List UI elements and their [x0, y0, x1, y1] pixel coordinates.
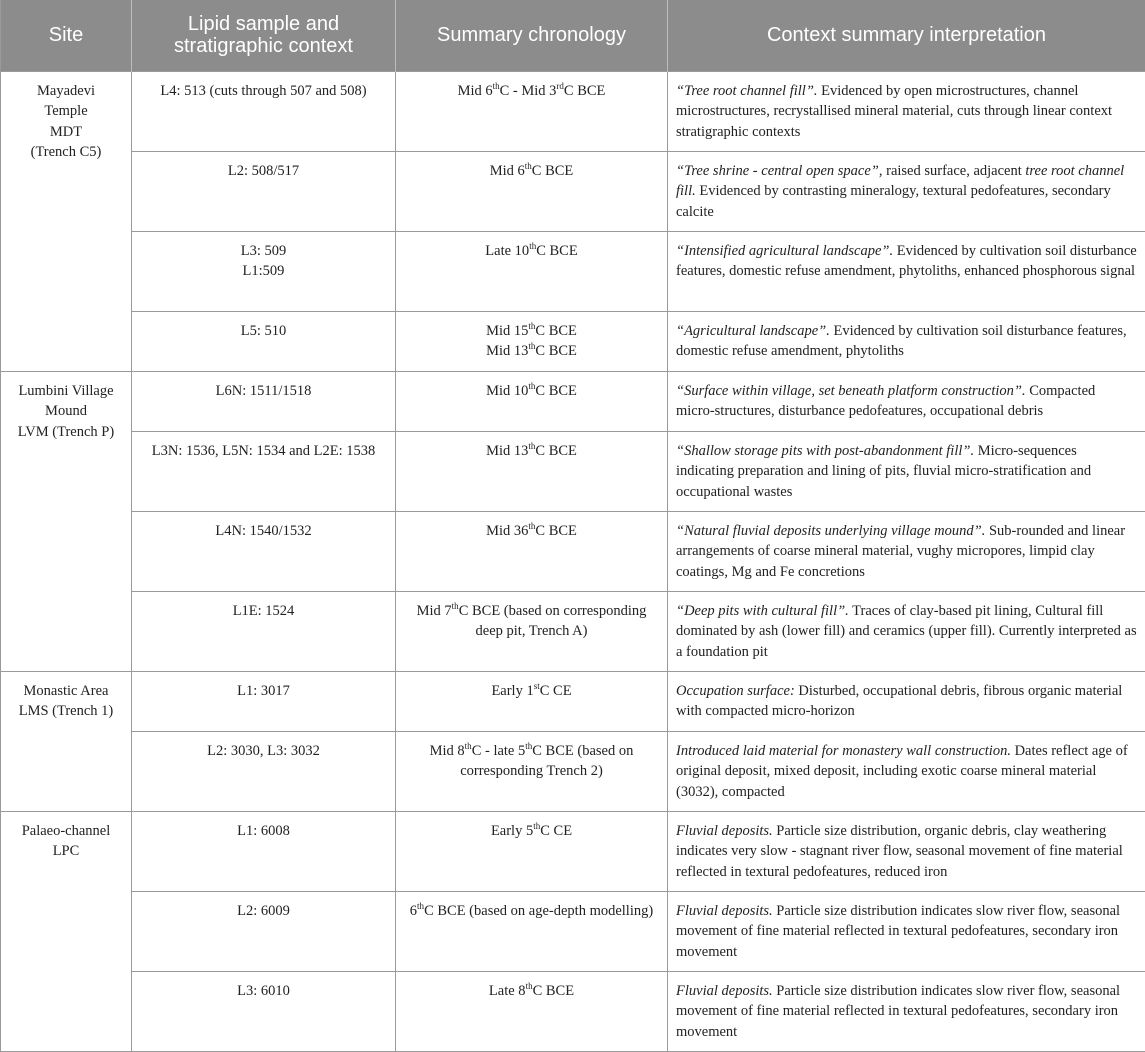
chronology-cell: Mid 13thC BCE — [396, 431, 668, 511]
chronology-cell: Mid 6thC BCE — [396, 151, 668, 231]
context-cell: “Agricultural landscape”. Evidenced by cultivation soil disturbance features, domestic refuse amendment, phytoliths — [668, 311, 1145, 371]
header-row — [1, 0, 1145, 71]
site-cell-lpc: Palaeo-channel LPC — [1, 811, 132, 1051]
table-row — [1, 371, 1145, 431]
context-cell: “Tree root channel fill”. Evidenced by open microstructures, channel microstructures, recrystallised mineral material, cuts through linear context stratigraphic contexts — [668, 71, 1145, 151]
context-cell: “Shallow storage pits with post-abandonment fill”. Micro-sequences indicating preparation and lining of pits, fluvial micro-stratification and occupational wastes — [668, 431, 1145, 511]
chronology-cell: Mid 6thC - Mid 3rdC BCE — [396, 71, 668, 151]
table-row — [1, 151, 1145, 231]
lipid-cell: L6N: 1511/1518 — [132, 371, 396, 431]
header-context: Context summary interpretation — [668, 0, 1145, 71]
lipid-cell: L2: 508/517 — [132, 151, 396, 231]
lipid-cell: L3: 509 L1:509 — [132, 231, 396, 311]
chronology-cell: 6thC BCE (based on age-depth modelling) — [396, 891, 668, 971]
site-cell-lvm: Lumbini Village Mound LVM (Trench P) — [1, 371, 132, 671]
table-row — [1, 591, 1145, 671]
lipid-cell: L4: 513 (cuts through 507 and 508) — [132, 71, 396, 151]
site-cell-lms: Monastic Area LMS (Trench 1) — [1, 671, 132, 811]
table-row — [1, 511, 1145, 591]
context-cell: Fluvial deposits. Particle size distribution indicates slow river flow, seasonal movement of fine material reflected in textural pedofeatures, secondary iron movement — [668, 891, 1145, 971]
lipid-cell: L1: 3017 — [132, 671, 396, 731]
lipid-cell: L3: 6010 — [132, 971, 396, 1051]
table-row — [1, 311, 1145, 371]
chronology-cell: Late 8thC BCE — [396, 971, 668, 1051]
chronology-cell: Early 5thC CE — [396, 811, 668, 891]
chronology-cell: Mid 7thC BCE (based on corresponding deep pit, Trench A) — [396, 591, 668, 671]
lipid-cell: L2: 3030, L3: 3032 — [132, 731, 396, 811]
context-cell: Fluvial deposits. Particle size distribution, organic debris, clay weathering indicates very slow - stagnant river flow, seasonal movement of fine material reflected in textural pedofeatures, reduced iron — [668, 811, 1145, 891]
context-cell: Occupation surface: Disturbed, occupational debris, fibrous organic material with compacted micro-horizon — [668, 671, 1145, 731]
header-lipid: Lipid sample and stratigraphic context — [132, 0, 396, 71]
table-row — [1, 71, 1145, 151]
chronology-cell: Early 1stC CE — [396, 671, 668, 731]
table-row — [1, 231, 1145, 311]
context-cell: “Natural fluvial deposits underlying village mound”. Sub-rounded and linear arrangements of coarse mineral material, vughy micropores, limpid clay coatings, Mg and Fe concretions — [668, 511, 1145, 591]
chronology-cell: Mid 15thC BCE Mid 13thC BCE — [396, 311, 668, 371]
table-row — [1, 891, 1145, 971]
table-row — [1, 731, 1145, 811]
lipid-cell: L1: 6008 — [132, 811, 396, 891]
site-cell-mdt: Mayadevi Temple MDT (Trench C5) — [1, 71, 132, 371]
chronology-cell: Mid 8thC - late 5thC BCE (based on corresponding Trench 2) — [396, 731, 668, 811]
lipid-cell: L1E: 1524 — [132, 591, 396, 671]
lipid-cell: L4N: 1540/1532 — [132, 511, 396, 591]
context-cell: “Tree shrine - central open space”, raised surface, adjacent tree root channel fill. Evidenced by contrasting mineralogy, textural pedofeatures, secondary calcite — [668, 151, 1145, 231]
table-row — [1, 431, 1145, 511]
lipid-cell: L3N: 1536, L5N: 1534 and L2E: 1538 — [132, 431, 396, 511]
table-row — [1, 671, 1145, 731]
chronology-cell: Mid 36thC BCE — [396, 511, 668, 591]
context-cell: “Surface within village, set beneath platform construction”. Compacted micro-structures, disturbance pedofeatures, occupational debris — [668, 371, 1145, 431]
context-cell: “Deep pits with cultural fill”. Traces of clay-based pit lining, Cultural fill dominated by ash (lower fill) and ceramics (upper fill). Currently interpreted as a foundation pit — [668, 591, 1145, 671]
header-chronology: Summary chronology — [396, 0, 668, 71]
lipid-cell: L5: 510 — [132, 311, 396, 371]
context-cell: Introduced laid material for monastery wall construction. Dates reflect age of original deposit, mixed deposit, including exotic coarse mineral material (3032), compacted — [668, 731, 1145, 811]
lipid-cell: L2: 6009 — [132, 891, 396, 971]
chronology-cell: Late 10thC BCE — [396, 231, 668, 311]
header-site: Site — [1, 0, 132, 71]
chronology-cell: Mid 10thC BCE — [396, 371, 668, 431]
context-cell: “Intensified agricultural landscape”. Evidenced by cultivation soil disturbance features, domestic refuse amendment, phytoliths, enhanced phosphorous signal — [668, 231, 1145, 311]
table-row — [1, 971, 1145, 1051]
table-row — [1, 811, 1145, 891]
context-cell: Fluvial deposits. Particle size distribution indicates slow river flow, seasonal movement of fine material reflected in textural pedofeatures, secondary iron movement — [668, 971, 1145, 1051]
